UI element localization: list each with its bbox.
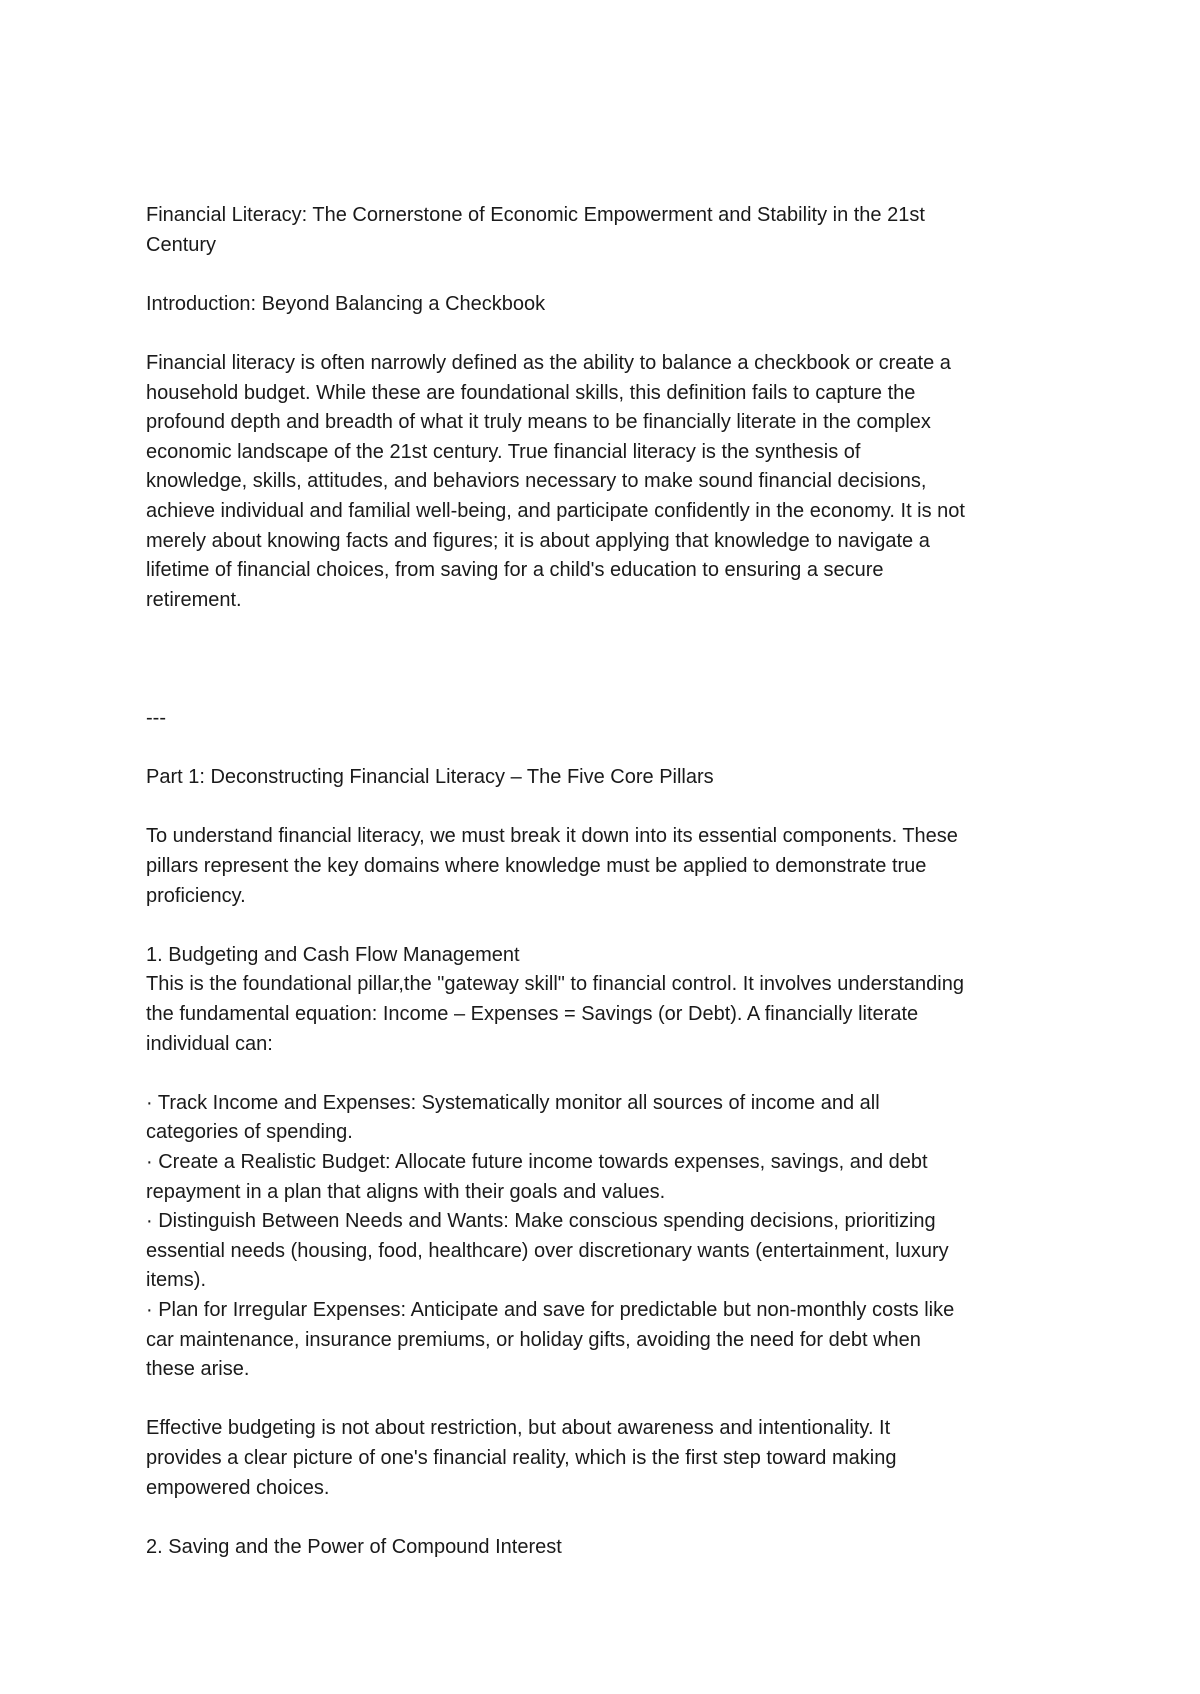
paragraph-line: empowered choices. <box>146 1476 330 1499</box>
title-line: Century <box>146 233 217 256</box>
section-divider: --- <box>146 707 166 730</box>
paragraph-line: Effective budgeting is not about restriction, but about awareness and intentionality. It <box>146 1417 891 1440</box>
bullet-line: · Create a Realistic Budget: Allocate future income towards expenses, savings, and debt <box>146 1151 928 1174</box>
intro-paragraph <box>146 349 1066 615</box>
section1-closing-paragraph <box>146 1414 1066 1503</box>
bullet-line: car maintenance, insurance premiums, or holiday gifts, avoiding the need for debt when <box>146 1328 921 1351</box>
title-line: Financial Literacy: The Cornerstone of Economic Empowerment and Stability in the 21st <box>146 204 925 226</box>
section1-heading: 1. Budgeting and Cash Flow Management <box>146 943 520 966</box>
paragraph-line: lifetime of financial choices, from saving for a child's education to ensuring a secure <box>146 559 884 582</box>
bullet-list <box>146 1089 1066 1385</box>
paragraph-line: individual can: <box>146 1032 273 1055</box>
bullet-line: essential needs (housing, food, healthcare) over discretionary wants (entertainment, luxury <box>146 1239 949 1262</box>
paragraph-line: This is the foundational pillar,the "gateway skill" to financial control. It involves understanding <box>146 973 964 996</box>
paragraph-line: To understand financial literacy, we must break it down into its essential components. These <box>146 825 958 848</box>
bullet-line: repayment in a plan that aligns with their goals and values. <box>146 1180 666 1203</box>
bullet-line: · Distinguish Between Needs and Wants: Make conscious spending decisions, prioritizing <box>146 1210 936 1233</box>
bullet-line: categories of spending. <box>146 1121 353 1144</box>
paragraph-line: pillars represent the key domains where knowledge must be applied to demonstrate true <box>146 855 927 878</box>
section2-heading: 2. Saving and the Power of Compound Interest <box>146 1535 562 1558</box>
paragraph-line: the fundamental equation: Income – Expenses = Savings (or Debt). A financially literate <box>146 1003 919 1026</box>
paragraph-line: household budget. While these are foundational skills, this definition fails to capture the <box>146 381 916 404</box>
bullet-line: these arise. <box>146 1358 250 1381</box>
paragraph-line: economic landscape of the 21st century. True financial literacy is the synthesis of <box>146 440 861 463</box>
bullet-line: · Plan for Irregular Expenses: Anticipate and save for predictable but non-monthly costs like <box>146 1298 955 1321</box>
paragraph-line: provides a clear picture of one's financial reality, which is the first step toward making <box>146 1446 897 1469</box>
list-item <box>146 1148 1066 1207</box>
document-title <box>146 201 1066 260</box>
list-item <box>146 1089 1066 1148</box>
paragraph-line: profound depth and breadth of what it truly means to be financially literate in the complex <box>146 411 931 434</box>
bullet-line: · Track Income and Expenses: Systematically monitor all sources of income and all <box>146 1091 880 1114</box>
paragraph-line: retirement. <box>146 588 242 611</box>
paragraph-line: merely about knowing facts and figures; it is about applying that knowledge to navigate a <box>146 529 930 552</box>
list-item <box>146 1296 1066 1385</box>
intro-heading: Introduction: Beyond Balancing a Checkbook <box>146 292 546 315</box>
paragraph-line: achieve individual and familial well-being, and participate confidently in the economy. It is not <box>146 499 965 522</box>
paragraph-line: Financial literacy is often narrowly defined as the ability to balance a checkbook or create a <box>146 351 951 374</box>
bullet-line: items). <box>146 1269 206 1292</box>
part1-heading: Part 1: Deconstructing Financial Literacy – The Five Core Pillars <box>146 766 714 789</box>
document-page <box>146 201 1066 1562</box>
section1-paragraph <box>146 970 1066 1059</box>
part1-paragraph <box>146 822 1066 911</box>
paragraph-line: proficiency. <box>146 884 246 907</box>
list-item <box>146 1207 1066 1296</box>
paragraph-line: knowledge, skills, attitudes, and behaviors necessary to make sound financial decisions, <box>146 470 927 493</box>
